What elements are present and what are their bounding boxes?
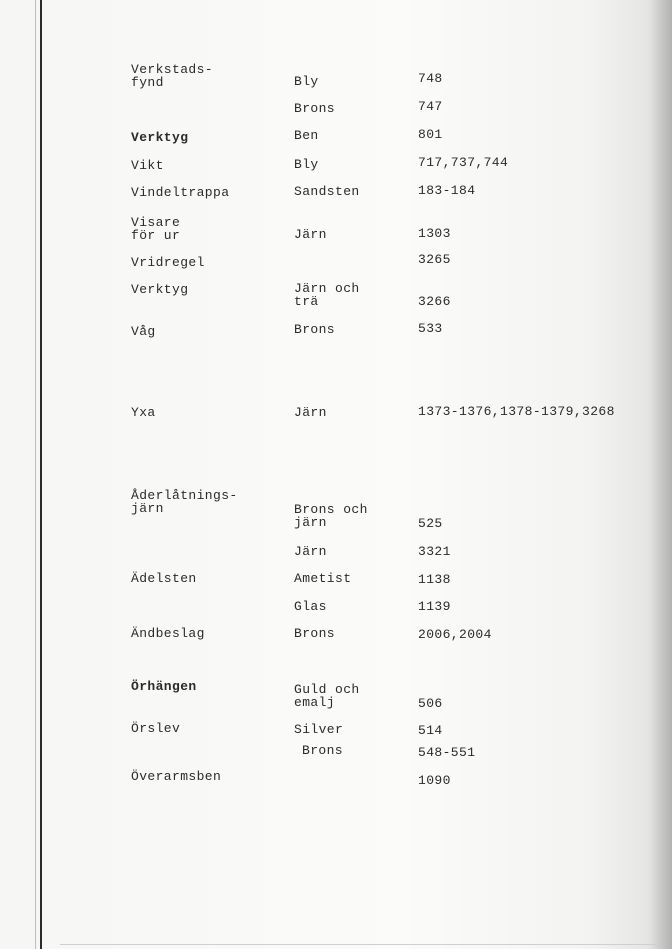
- term-cell: Ändbeslag: [131, 626, 205, 641]
- term-cell: Verkstads- fynd: [131, 62, 214, 90]
- term-cell: Verktyg: [131, 130, 189, 145]
- reference-cell: 3321: [418, 544, 451, 559]
- term-cell: Verktyg: [131, 282, 189, 297]
- material-cell: Bly: [294, 157, 319, 172]
- term-cell: Örslev: [131, 721, 181, 736]
- term-cell: Yxa: [131, 405, 156, 420]
- material-cell: Guld och emalj: [294, 682, 360, 710]
- material-cell: Järn: [294, 405, 327, 420]
- material-cell: Brons: [294, 101, 336, 116]
- reference-cell: 506: [418, 696, 443, 711]
- term-cell: Örhängen: [131, 679, 197, 694]
- material-cell: Järn: [294, 544, 327, 559]
- term-cell: Vindeltrappa: [131, 185, 230, 200]
- reference-cell: 1373-1376,1378-1379,3268: [418, 404, 615, 419]
- material-cell: Glas: [294, 599, 327, 614]
- reference-cell: 3266: [418, 294, 451, 309]
- term-cell: Visare för ur: [131, 215, 181, 243]
- reference-cell: 548-551: [418, 745, 476, 760]
- material-cell: Brons och järn: [294, 502, 368, 530]
- reference-cell: 1138: [418, 572, 451, 587]
- reference-cell: 514: [418, 723, 443, 738]
- term-cell: Våg: [131, 324, 156, 339]
- material-cell: Ametist: [294, 571, 352, 586]
- reference-cell: 801: [418, 127, 443, 142]
- reference-cell: 183-184: [418, 183, 476, 198]
- reference-cell: 748: [418, 71, 443, 86]
- material-cell: Järn och trä: [294, 281, 360, 309]
- material-cell: Järn: [294, 227, 327, 242]
- term-cell: Vridregel: [131, 255, 205, 270]
- term-cell: Ädelsten: [131, 571, 197, 586]
- page-edge-shadow: [650, 0, 672, 949]
- reference-cell: 525: [418, 516, 443, 531]
- term-cell: Överarmsben: [131, 769, 222, 784]
- reference-cell: 2006,2004: [418, 627, 492, 642]
- material-cell: Brons: [294, 626, 336, 641]
- reference-cell: 3265: [418, 252, 451, 267]
- material-cell: Ben: [294, 128, 319, 143]
- reference-cell: 1303: [418, 226, 451, 241]
- reference-cell: 533: [418, 321, 443, 336]
- bottom-edge-line: [60, 944, 660, 945]
- material-cell: Silver: [294, 722, 344, 737]
- material-cell: Brons: [294, 322, 336, 337]
- reference-cell: 747: [418, 99, 443, 114]
- reference-cell: 717,737,744: [418, 155, 509, 170]
- binding-edge: [35, 0, 36, 949]
- reference-cell: 1139: [418, 599, 451, 614]
- term-cell: Vikt: [131, 158, 164, 173]
- term-cell: Åderlåtnings- järn: [131, 488, 238, 516]
- material-cell: Bly: [294, 74, 319, 89]
- material-cell: Sandsten: [294, 184, 360, 199]
- reference-cell: 1090: [418, 773, 451, 788]
- binding-line: [40, 0, 42, 949]
- material-cell: Brons: [302, 743, 344, 758]
